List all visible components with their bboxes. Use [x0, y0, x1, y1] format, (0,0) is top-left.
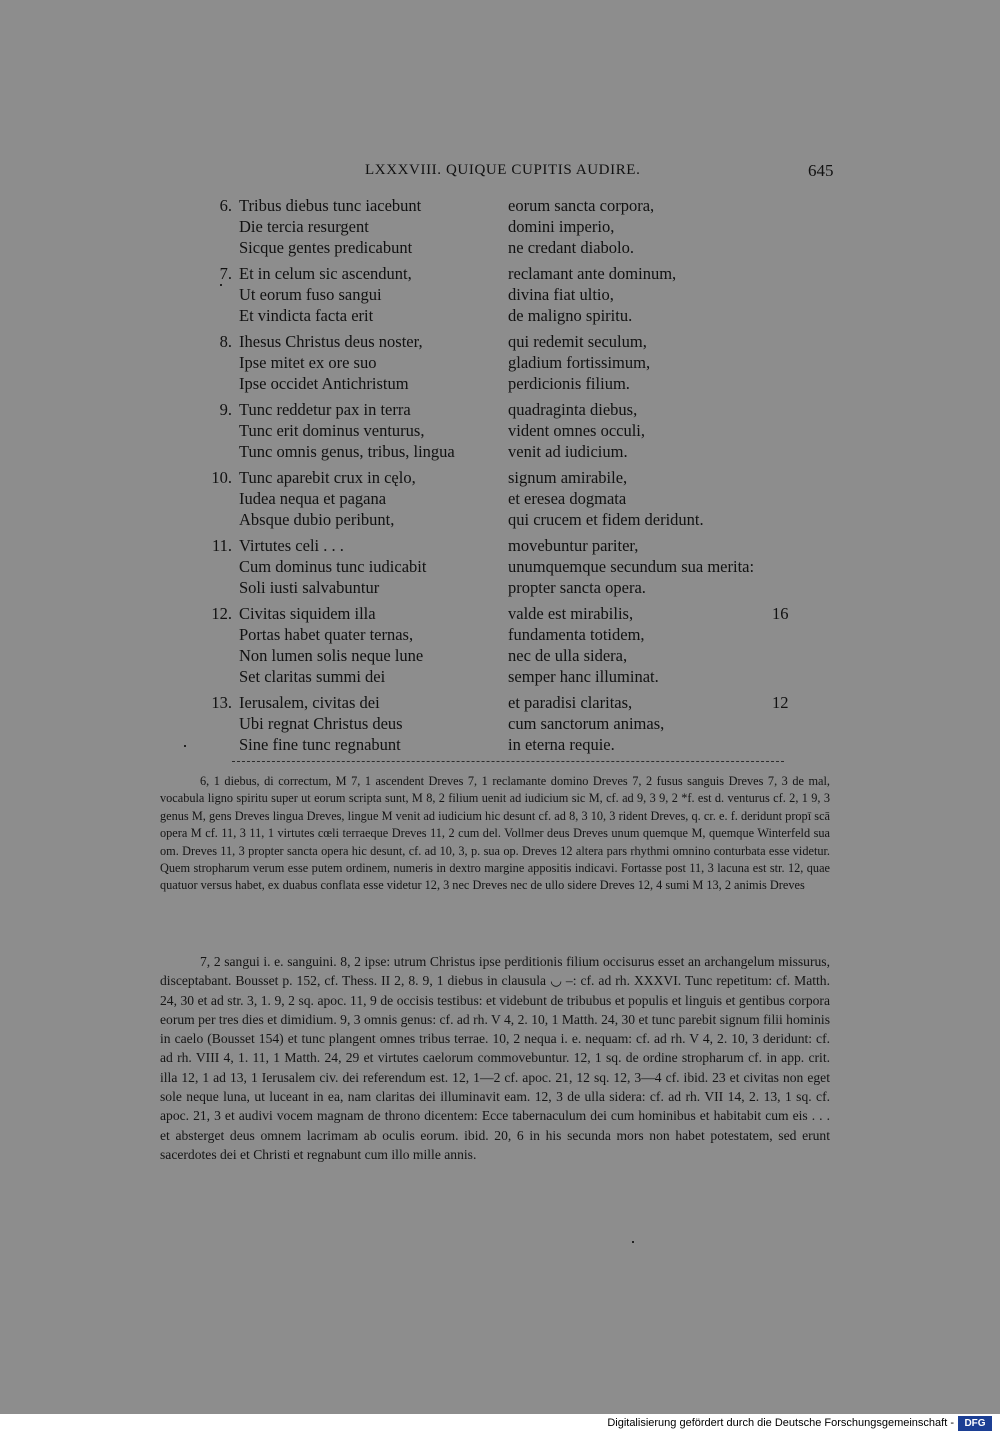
- verse-line: [0, 331, 1000, 352]
- verse-left-half: Soli iusti salvabuntur: [239, 578, 380, 597]
- margin-number: 12: [772, 693, 789, 712]
- verse-line: [0, 237, 1000, 258]
- verse-line: [0, 535, 1000, 556]
- verse-right-half: gladium fortissimum,: [508, 353, 651, 372]
- verse-right-half: et eresea dogmata: [508, 489, 627, 508]
- stanza: [0, 263, 1000, 326]
- verse-left-half: Sine fine tunc regnabunt: [239, 735, 401, 754]
- verse-right-half: perdicionis filium.: [508, 374, 630, 393]
- verse-right-half: signum amirabile,: [508, 468, 628, 487]
- verse-right-half: quadraginta diebus,: [508, 400, 638, 419]
- verse-left-half: Die tercia resurgent: [239, 217, 369, 236]
- verse-left-half: Portas habet quater ternas,: [239, 625, 414, 644]
- verse-line: [0, 373, 1000, 394]
- verse-left-half: Ierusalem, civitas dei: [239, 693, 380, 712]
- stanza: [0, 331, 1000, 394]
- scan-speck: [632, 1241, 634, 1243]
- verse-right-half: de maligno spiritu.: [508, 306, 633, 325]
- verse-line: [0, 624, 1000, 645]
- footer-bar: [0, 1414, 1000, 1434]
- apparatus-text: 6, 1 diebus, di correctum, M 7, 1 ascendent Dreves 7, 1 reclamante domino Dreves 7, 2 fusus sanguis Dreves 7, 3 de mal, vocabula ligno spiritu super ut eorum scripta sunt, M 8, 2 filium uenit ad iudicium sic M, cf. ad 9, 3 9, 2 *f. est d. venturus cf. 2, 1 9, 3 genus M, gens Dreves lingua Dreves, lingue M venit ad iudicium hic desunt cf. ad 8, 3 10, 3 rident Dreves, q. cr. e. f. deridunt propī scā opera M cf. 11, 3 11, 1 virtutes cœli terraeque Dreves 11, 2 cum del. Vollmer deus Dreves unum quemque M, quemque Winterfeld sua om. Dreves 11, 3 propter sancta opera hic desunt, cf. ad 10, 3, p. sua op. Dreves 12 altera pars rhythmi omnino conturbata esse videtur. Quem stropharum verum esse putem ordinem, numeris in dextro margine appositis indicavi. Fortasse post 11, 3 lacuna est str. 12, quae quatuor versus habet, ex duabus conflata esse videtur 12, 3 nec Dreves nec de ullo sidere Dreves 12, 4 sumi M 13, 2 animis Dreves: [160, 774, 830, 893]
- verse-line: [0, 284, 1000, 305]
- verse-line: [0, 441, 1000, 462]
- verse-right-half: venit ad iudicium.: [508, 442, 628, 461]
- margin-number: 16: [772, 604, 789, 623]
- verse-left-half: Cum dominus tunc iudicabit: [239, 557, 427, 576]
- verse-left-half: Ipse mitet ex ore suo: [239, 353, 377, 372]
- verse-line: [0, 263, 1000, 284]
- verse-right-half: semper hanc illuminat.: [508, 667, 659, 686]
- stanza: [0, 467, 1000, 530]
- stanza-number: 8.: [219, 332, 232, 351]
- poem-stanzas: [0, 195, 1000, 760]
- stanza-number: 12.: [211, 604, 232, 623]
- verse-left-half: Ubi regnat Christus deus: [239, 714, 403, 733]
- verse-left-half: Ipse occidet Antichristum: [239, 374, 409, 393]
- verse-right-half: eorum sancta corpora,: [508, 196, 655, 215]
- verse-right-half: in eterna requie.: [508, 735, 615, 754]
- stanza: [0, 399, 1000, 462]
- stanza-number: 10.: [211, 468, 232, 487]
- commentary-notes: [160, 952, 830, 1164]
- verse-line: [0, 556, 1000, 577]
- verse-left-half: Tunc omnis genus, tribus, lingua: [239, 442, 455, 461]
- verse-line: [0, 603, 1000, 624]
- stanza-number: 9.: [219, 400, 232, 419]
- verse-line: [0, 509, 1000, 530]
- verse-right-half: fundamenta totidem,: [508, 625, 645, 644]
- verse-line: [0, 577, 1000, 598]
- verse-left-half: Tunc erit dominus venturus,: [239, 421, 425, 440]
- verse-line: [0, 666, 1000, 687]
- verse-line: [0, 195, 1000, 216]
- commentary-text: 7, 2 sangui i. e. sanguini. 8, 2 ipse: utrum Christus ipse perditionis filium occisurus esset an archangelum missurus, disceptabant. Bousset p. 152, cf. Thess. II 2, 8. 9, 1 diebus in clausula ◡ –: cf. ad rh. XXXVI. Tunc repetitum: cf. Matth. 24, 30 et ad str. 3, 1. 9, 2 sq. apoc. 11, 9 de occisis testibus: et videbunt de tribubus et populis et linguis et gentibus corpora eorum per tres dies et dimidium. 9, 3 omnis genus: cf. ad rh. V 4, 2. 10, 1 Matth. 24, 30 et tunc parebit signum filii hominis in caelo (Bousset 154) et tunc plangent omnes tribus terrae. 10, 2 nequa i. e. nequam: cf. ad rh. V 4, 2. 10, 3 deridunt: cf. ad rh. VIII 4, 1. 11, 1 Matth. 24, 29 et virtutes caelorum commovebuntur. 12, 1 sq. de ordine stropharum cf. in app. crit. illa 12, 1 ad 13, 1 Ierusalem civ. dei referendum est. 12, 1—2 cf. apoc. 21, 12 sq. 12, 3—4 cf. ibid. 23 et civitas non eget sole neque luna, ut luceant in ea, nam claritas dei illuminavit eam. 12, 3 de ulla sidera: cf. ad rh. VII 14, 2. 13, 1 sq. cf. apoc. 21, 3 et audivi vocem magnam de throno dicentem: Ecce tabernaculum dei cum hominibus et habitabit cum eis . . . et absterget deus omnem lacrimam ab oculis eorum. ibid. 20, 6 in his secunda mors non habet potestatem, sed erunt sacerdotes dei et Christi et regnabunt cum illo mille annis.: [160, 954, 830, 1162]
- verse-line: [0, 488, 1000, 509]
- page-number: 645: [808, 161, 834, 180]
- verse-left-half: Absque dubio peribunt,: [239, 510, 395, 529]
- verse-left-half: Set claritas summi dei: [239, 667, 386, 686]
- verse-left-half: Civitas siquidem illa: [239, 604, 376, 623]
- verse-right-half: qui crucem et fidem deridunt.: [508, 510, 704, 529]
- verse-left-half: Iudea nequa et pagana: [239, 489, 387, 508]
- verse-left-half: Et vindicta facta erit: [239, 306, 374, 325]
- verse-left-half: Tunc aparebit crux in cęlo,: [239, 468, 416, 487]
- verse-line: [0, 420, 1000, 441]
- verse-left-half: Sicque gentes predicabunt: [239, 238, 413, 257]
- verse-right-half: movebuntur pariter,: [508, 536, 639, 555]
- verse-right-half: reclamant ante dominum,: [508, 264, 677, 283]
- verse-right-half: ne credant diabolo.: [508, 238, 634, 257]
- verse-right-half: divina fiat ultio,: [508, 285, 614, 304]
- verse-line: [0, 734, 1000, 755]
- dfg-logo: DFG: [958, 1416, 992, 1431]
- verse-right-half: propter sancta opera.: [508, 578, 646, 597]
- verse-left-half: Tunc reddetur pax in terra: [239, 400, 411, 419]
- stanza-number: 13.: [211, 693, 232, 712]
- verse-left-half: Et in celum sic ascendunt,: [239, 264, 412, 283]
- verse-right-half: valde est mirabilis,: [508, 604, 634, 623]
- verse-right-half: domini imperio,: [508, 217, 615, 236]
- running-head: LXXXVIII. QUIQUE CUPITIS AUDIRE.: [365, 162, 641, 178]
- stanza: [0, 603, 1000, 687]
- verse-line: [0, 692, 1000, 713]
- verse-line: [0, 467, 1000, 488]
- stanza: [0, 195, 1000, 258]
- verse-right-half: qui redemit seculum,: [508, 332, 647, 351]
- verse-line: [0, 645, 1000, 666]
- verse-line: [0, 713, 1000, 734]
- critical-apparatus: [160, 773, 830, 895]
- digitization-credit: Digitalisierung gefördert durch die Deutsche Forschungsgemeinschaft -: [607, 1417, 954, 1429]
- scan-speck: [184, 745, 186, 747]
- verse-line: [0, 305, 1000, 326]
- verse-left-half: Tribus diebus tunc iacebunt: [239, 196, 422, 215]
- verse-line: [0, 216, 1000, 237]
- verse-right-half: unumquemque secundum sua merita:: [508, 557, 755, 576]
- scan-speck: [220, 284, 222, 286]
- stanza-number: 11.: [211, 536, 232, 555]
- verse-right-half: vident omnes occuli,: [508, 421, 646, 440]
- verse-left-half: Ihesus Christus deus noster,: [239, 332, 423, 351]
- verse-line: [0, 399, 1000, 420]
- verse-left-half: Ut eorum fuso sangui: [239, 285, 382, 304]
- verse-right-half: et paradisi claritas,: [508, 693, 633, 712]
- footnote-separator-rule: [232, 761, 784, 762]
- verse-right-half: cum sanctorum animas,: [508, 714, 665, 733]
- stanza: [0, 535, 1000, 598]
- stanza-number: 6.: [219, 196, 232, 215]
- verse-left-half: Non lumen solis neque lune: [239, 646, 424, 665]
- verse-right-half: nec de ulla sidera,: [508, 646, 628, 665]
- stanza: [0, 692, 1000, 755]
- page-header: [0, 160, 1000, 184]
- stanza-number: 7.: [219, 264, 232, 283]
- verse-line: [0, 352, 1000, 373]
- verse-left-half: Virtutes celi . . .: [239, 536, 344, 555]
